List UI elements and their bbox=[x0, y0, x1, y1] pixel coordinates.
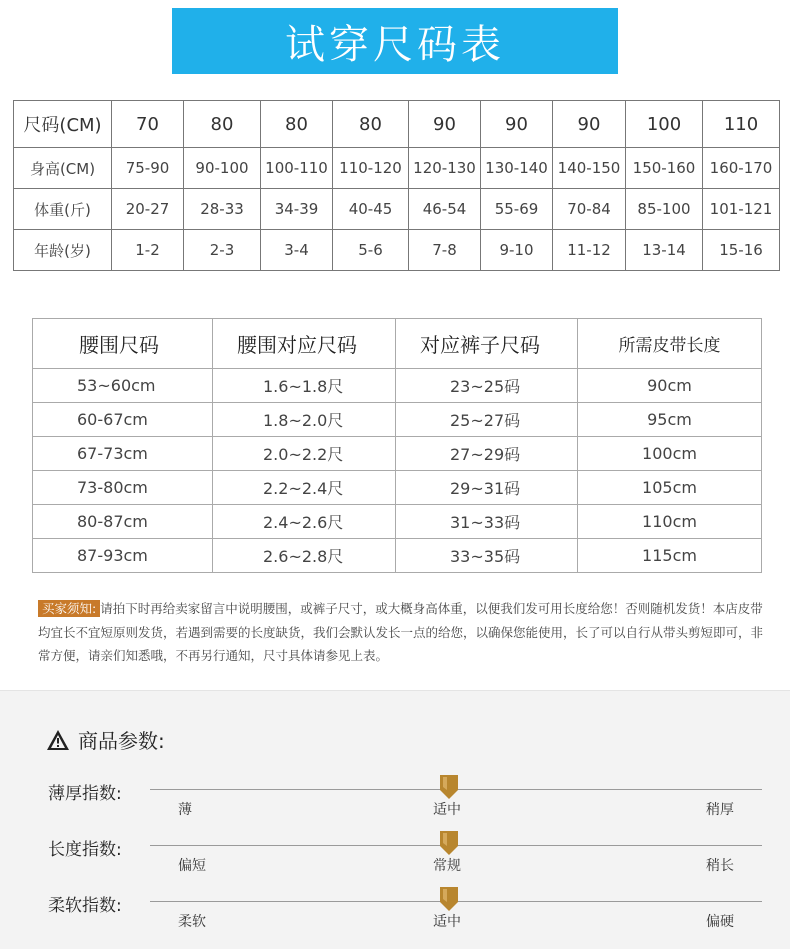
waist-table-cell: 33~35码 bbox=[396, 539, 578, 573]
waist-table-row bbox=[33, 471, 762, 505]
size-table-cell: 15-16 bbox=[703, 230, 780, 271]
waist-table-row bbox=[33, 539, 762, 573]
param-option: 适中 bbox=[433, 802, 461, 818]
size-table-row bbox=[14, 101, 780, 148]
param-marker-icon bbox=[438, 830, 460, 856]
size-table bbox=[13, 100, 780, 271]
size-table-row bbox=[14, 148, 780, 189]
size-table-cell: 55-69 bbox=[481, 189, 553, 230]
param-label: 柔软指数: bbox=[48, 896, 122, 916]
waist-table-cell: 1.6~1.8尺 bbox=[213, 369, 396, 403]
size-table-cell: 40-45 bbox=[333, 189, 409, 230]
waist-table-cell: 23~25码 bbox=[396, 369, 578, 403]
size-table-cell: 80 bbox=[261, 101, 333, 148]
param-option: 偏硬 bbox=[706, 914, 734, 930]
size-table-cell: 3-4 bbox=[261, 230, 333, 271]
waist-table-cell: 73-80cm bbox=[33, 471, 213, 505]
waist-table-cell: 27~29码 bbox=[396, 437, 578, 471]
waist-table-cell: 115cm bbox=[578, 539, 762, 573]
param-row bbox=[0, 891, 790, 941]
notice-tag: 买家须知: bbox=[38, 600, 100, 617]
size-table-cell: 20-27 bbox=[112, 189, 184, 230]
waist-table-cell: 2.6~2.8尺 bbox=[213, 539, 396, 573]
param-label: 长度指数: bbox=[48, 840, 122, 860]
size-table-cell: 160-170 bbox=[703, 148, 780, 189]
waist-table-cell: 25~27码 bbox=[396, 403, 578, 437]
waist-table-cell: 105cm bbox=[578, 471, 762, 505]
params-title: 商品参数: bbox=[78, 729, 165, 753]
param-label: 薄厚指数: bbox=[48, 784, 122, 804]
size-table-cell: 85-100 bbox=[626, 189, 703, 230]
waist-table-row bbox=[33, 505, 762, 539]
params-heading bbox=[46, 725, 165, 754]
waist-table-row bbox=[33, 403, 762, 437]
notice-text: 请拍下时再给卖家留言中说明腰围，或裤子尺寸，或大概身高体重，以便我们发可用长度给您！否则随机发货！本店皮带均宜长不宜短原则发货，若遇到需要的长度缺货，我们会默认发长一点的给您，以确保您能使用，长了可以自行从带头剪短即可，非常方便，请亲们知悉哦，不再另行通知，尺寸具体请参见上表。 bbox=[38, 601, 764, 663]
waist-table-header: 所需皮带长度 bbox=[578, 319, 762, 369]
param-marker-icon bbox=[438, 886, 460, 912]
size-table-cell: 110-120 bbox=[333, 148, 409, 189]
waist-table-cell: 110cm bbox=[578, 505, 762, 539]
waist-table-header: 腰围对应尺码 bbox=[213, 319, 396, 369]
size-table-cell: 1-2 bbox=[112, 230, 184, 271]
waist-table-cell: 2.4~2.6尺 bbox=[213, 505, 396, 539]
size-table-row bbox=[14, 230, 780, 271]
size-table-cell: 130-140 bbox=[481, 148, 553, 189]
size-table-cell: 5-6 bbox=[333, 230, 409, 271]
size-table-row-label: 尺码(CM) bbox=[14, 101, 112, 148]
size-table-cell: 80 bbox=[333, 101, 409, 148]
size-table-cell: 140-150 bbox=[553, 148, 626, 189]
waist-table-cell: 67-73cm bbox=[33, 437, 213, 471]
size-table-cell: 7-8 bbox=[409, 230, 481, 271]
product-params bbox=[0, 690, 790, 949]
param-marker-icon bbox=[438, 774, 460, 800]
waist-table-cell: 2.0~2.2尺 bbox=[213, 437, 396, 471]
size-table-cell: 90-100 bbox=[184, 148, 261, 189]
buyer-notice bbox=[38, 597, 768, 668]
size-table-cell: 70-84 bbox=[553, 189, 626, 230]
param-option: 薄 bbox=[178, 802, 192, 818]
param-option: 适中 bbox=[433, 914, 461, 930]
size-table-cell: 90 bbox=[481, 101, 553, 148]
size-table-cell: 70 bbox=[112, 101, 184, 148]
waist-table-cell: 60-67cm bbox=[33, 403, 213, 437]
size-table-cell: 150-160 bbox=[626, 148, 703, 189]
size-table-cell: 90 bbox=[553, 101, 626, 148]
waist-table-cell: 1.8~2.0尺 bbox=[213, 403, 396, 437]
size-table-cell: 101-121 bbox=[703, 189, 780, 230]
param-option: 偏短 bbox=[178, 858, 206, 874]
size-table-cell: 120-130 bbox=[409, 148, 481, 189]
size-table-row-label: 年龄(岁) bbox=[14, 230, 112, 271]
param-option: 柔软 bbox=[178, 914, 206, 930]
size-table-cell: 2-3 bbox=[184, 230, 261, 271]
param-option: 稍长 bbox=[706, 858, 734, 874]
size-table-row-label: 身高(CM) bbox=[14, 148, 112, 189]
waist-table-cell: 90cm bbox=[578, 369, 762, 403]
size-table-cell: 34-39 bbox=[261, 189, 333, 230]
param-option: 稍厚 bbox=[706, 802, 734, 818]
size-table-cell: 75-90 bbox=[112, 148, 184, 189]
waist-table-header: 对应裤子尺码 bbox=[396, 319, 578, 369]
param-row bbox=[0, 779, 790, 829]
waist-table-cell: 53~60cm bbox=[33, 369, 213, 403]
size-table-cell: 110 bbox=[703, 101, 780, 148]
waist-table-row bbox=[33, 437, 762, 471]
size-table-cell: 90 bbox=[409, 101, 481, 148]
size-table-cell: 80 bbox=[184, 101, 261, 148]
warning-triangle-icon bbox=[46, 729, 70, 751]
waist-table-header: 腰围尺码 bbox=[33, 319, 213, 369]
waist-table-cell: 29~31码 bbox=[396, 471, 578, 505]
size-table-row bbox=[14, 189, 780, 230]
size-table-cell: 100 bbox=[626, 101, 703, 148]
waist-table bbox=[32, 318, 762, 573]
size-table-cell: 46-54 bbox=[409, 189, 481, 230]
param-row bbox=[0, 835, 790, 885]
page-title: 试穿尺码表 bbox=[172, 8, 618, 74]
size-table-cell: 28-33 bbox=[184, 189, 261, 230]
size-table-cell: 13-14 bbox=[626, 230, 703, 271]
waist-table-cell: 100cm bbox=[578, 437, 762, 471]
size-table-row-label: 体重(斤) bbox=[14, 189, 112, 230]
waist-table-cell: 95cm bbox=[578, 403, 762, 437]
waist-table-cell: 31~33码 bbox=[396, 505, 578, 539]
waist-table-cell: 80-87cm bbox=[33, 505, 213, 539]
size-table-cell: 11-12 bbox=[553, 230, 626, 271]
size-table-cell: 100-110 bbox=[261, 148, 333, 189]
waist-table-row bbox=[33, 369, 762, 403]
waist-table-cell: 87-93cm bbox=[33, 539, 213, 573]
waist-table-cell: 2.2~2.4尺 bbox=[213, 471, 396, 505]
param-option: 常规 bbox=[433, 858, 461, 874]
size-table-cell: 9-10 bbox=[481, 230, 553, 271]
waist-table-header-row bbox=[33, 319, 762, 369]
